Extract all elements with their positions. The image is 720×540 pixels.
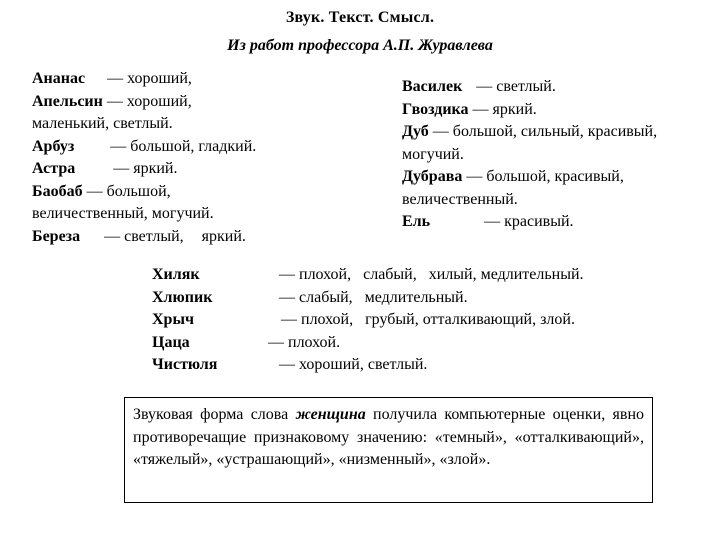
word: Хиляк [152, 266, 200, 283]
definition: — светлый. [476, 78, 556, 95]
definition: — большой, [86, 182, 171, 200]
definition: — хороший, светлый. [279, 356, 428, 373]
word: Хрыч [152, 311, 194, 328]
note-text-after: получила компьютерные оценки, явно противоречащие признаковому значению: «темный», «отталкивающий», «тяжелый», «устрашающий», «низменный», «злой». [133, 406, 645, 468]
word: Гвоздика [402, 100, 469, 118]
definition: — большой, гладкий. [110, 137, 257, 155]
word: Дуб [402, 123, 429, 140]
word: Астра [32, 160, 76, 177]
definition: — хороший, [106, 92, 192, 110]
definition: — плохой, грубый, отталкивающий, злой. [281, 311, 575, 328]
page-subtitle: Из работ профессора А.П. Журавлева [227, 37, 493, 54]
page-title: Звук. Текст. Смысл. [285, 9, 435, 26]
definition: — светлый, [104, 227, 184, 245]
entry-continuation [402, 189, 702, 212]
entry-dubrava [402, 166, 702, 189]
entry-ananas [32, 68, 302, 91]
word: Цаца [152, 333, 190, 351]
word: Дубрава [402, 168, 463, 185]
entry-bereza [32, 226, 302, 249]
entry-continuation [32, 203, 302, 226]
note-emphasis-word: женщина [295, 406, 366, 423]
entry-gvozdika [402, 99, 702, 122]
definition-extra: яркий. [201, 227, 246, 245]
definition: — большой, сильный, красивый, [432, 123, 658, 140]
word: Василек [402, 78, 463, 95]
word: Баобаб [32, 182, 83, 200]
word: Ананас [32, 70, 86, 87]
definition: — плохой, слабый, хилый, медлительный. [279, 266, 584, 283]
word: Ель [402, 213, 431, 230]
word: Чистюля [152, 356, 218, 373]
definition: — яркий. [472, 100, 537, 118]
entry-apelsin [32, 91, 302, 114]
definition: — слабый, медлительный. [279, 288, 468, 306]
definition: — красивый. [484, 213, 574, 230]
entry-continuation [32, 113, 302, 136]
entry-astra [32, 158, 302, 181]
entry-dub [402, 121, 702, 144]
word: Береза [32, 227, 81, 245]
definition: маленький, светлый. [32, 115, 173, 132]
note-box [124, 397, 653, 503]
word: Хлюпик [152, 288, 213, 306]
definition: могучий. [402, 145, 464, 163]
definition: — плохой. [268, 333, 341, 351]
right-word-column [402, 76, 702, 234]
note-text-before: Звуковая форма слова [133, 406, 296, 423]
definition: — хороший, [107, 70, 192, 87]
entry-vasilek [402, 76, 702, 99]
word: Арбуз [32, 137, 75, 155]
left-word-column [32, 68, 302, 248]
definition: — большой, красивый, [466, 168, 624, 185]
entry-baobab [32, 181, 302, 204]
word: Апельсин [32, 92, 103, 110]
definition: — яркий. [113, 160, 178, 177]
entry-continuation [402, 144, 702, 167]
definition: величественный. [402, 190, 518, 208]
entry-arbuz [32, 136, 302, 159]
entry-el [402, 211, 702, 234]
definition: величественный, могучий. [32, 205, 214, 222]
